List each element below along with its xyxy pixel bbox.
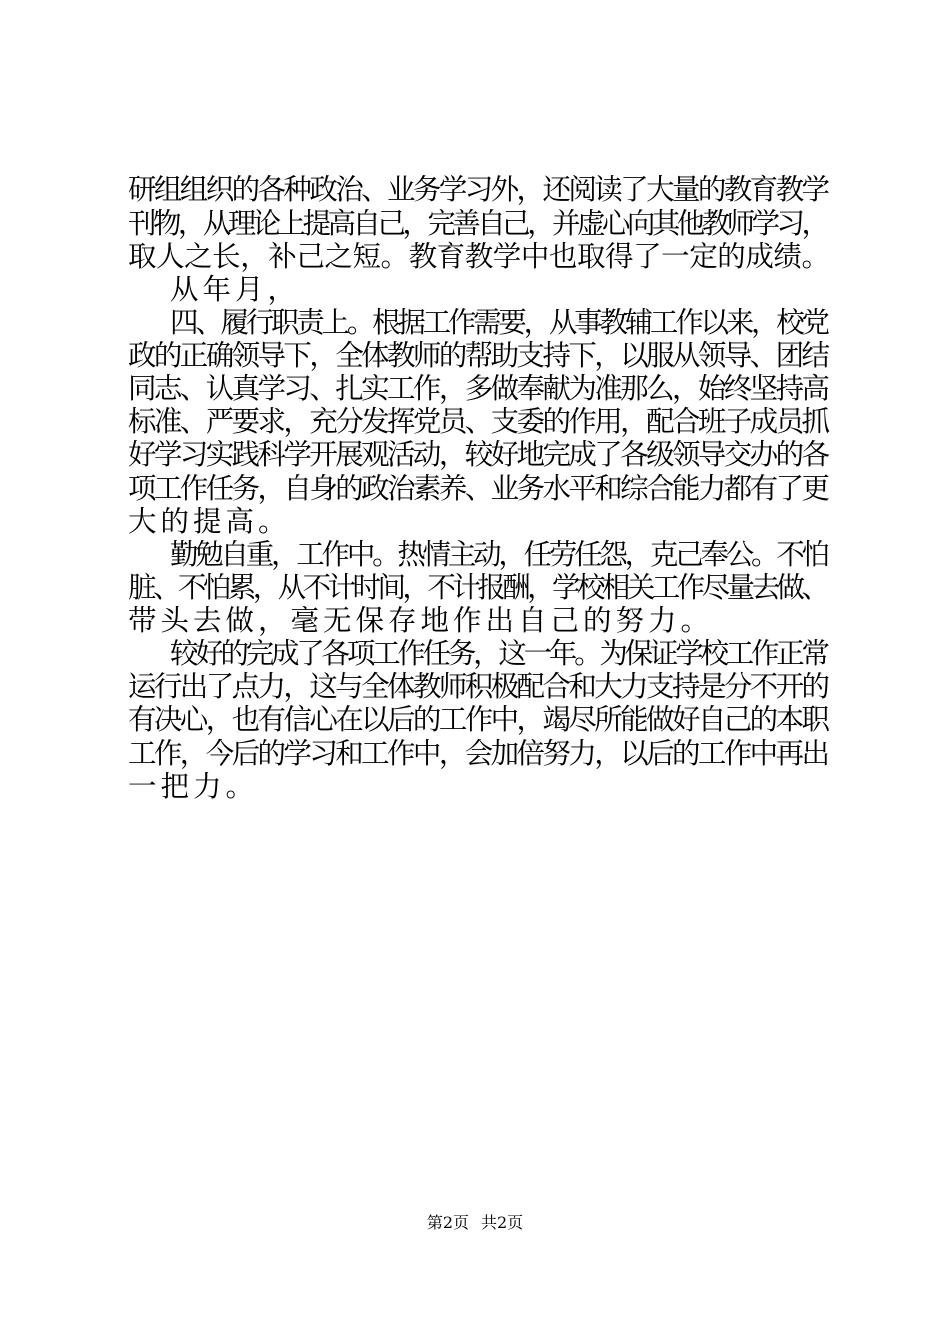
body-line: 有决心，也有信心在以后的工作中，竭尽所能做好自己的本职 (128, 703, 828, 736)
body-line: 带头去做，毫无保存地作出自己的努力。 (128, 604, 714, 637)
body-line: 运行出了点力，这与全体教师积极配合和大力支持是分不开的 (128, 670, 828, 703)
page-total: 共2页 (481, 1213, 524, 1232)
page-footer (0, 1213, 950, 1233)
body-line: 取人之长，补己之短。教育教学中也取得了一定的成绩。 (128, 240, 830, 273)
page-number: 第2页 (426, 1213, 469, 1232)
body-line: 四、履行职责上。根据工作需要，从事教辅工作以来，校党 (170, 306, 827, 339)
body-line: 较好的完成了各项工作任务，这一年。为保证学校工作正常 (170, 637, 827, 670)
body-line: 刊物，从理论上提高自己，完善自己，并虚心向其他教师学习， (128, 207, 827, 240)
body-line: 研组组织的各种政治、业务学习外，还阅读了大量的教育教学 (128, 173, 828, 206)
body-line: 大的提高。 (128, 505, 291, 538)
body-line: 脏、不怕累，从不计时间，不计报酬，学校相关工作尽量去做、 (128, 571, 827, 604)
body-line: 从年月， (170, 273, 301, 306)
body-line: 项工作任务，自身的政治素养、业务水平和综合能力都有了更 (128, 472, 828, 505)
body-line: 勤勉自重，工作中。热情主动，任劳任怨，克己奉公。不怕 (170, 538, 827, 571)
body-line: 工作，今后的学习和工作中，会加倍努力，以后的工作中再出 (128, 737, 828, 770)
body-line: 政的正确领导下，全体教师的帮助支持下，以服从领导、团结 (128, 339, 828, 372)
body-line: 标准、严要求，充分发挥党员、支委的作用，配合班子成员抓 (128, 405, 828, 438)
body-line: 同志、认真学习、扎实工作，多做奉献为准那么，始终坚持高 (128, 372, 828, 405)
body-line: 一把力。 (128, 770, 259, 803)
body-line: 好学习实践科学开展观活动，较好地完成了各级领导交办的各 (128, 438, 828, 471)
